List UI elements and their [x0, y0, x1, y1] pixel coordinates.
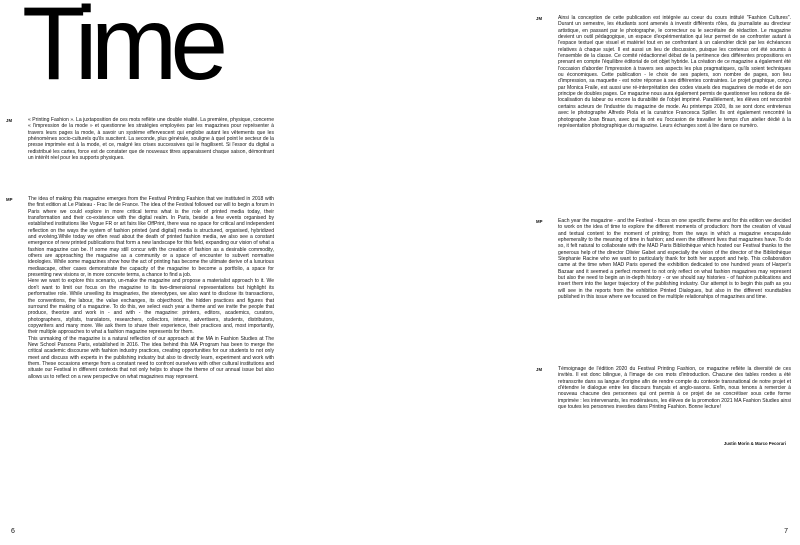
body-block-jm	[536, 15, 791, 129]
intro-text-jm: « Printing Fashion ». La juxtaposition de ces mots reflète une double réalité. La première, physique, concerne « l'impression de la mode » et questionne les stratégies employées par les magazines pour représenter à travers leurs pages la mode, à savoir un système effervescent qui englobe autant les vêtements que les phénomènes socio-culturels qu'ils suscitent. La seconde, plus générale, souligne à quel point le secteur de la presse imprimée est à la mode, et ce, malgré les crises successives qui le fragilisent. Si l'essor du digital a redistribué les cartes, force est de constater que de nouveaux titres apparaissent chaque saison, démontrant un intérêt réel pour les supports physiques.	[28, 117, 274, 162]
closing-text-jm: Témoignage de l'édition 2020 du Festival Printing Fashion, ce magazine reflète la diversité de ces invités. Il est donc bilingue, à l'image de ces mots d'introduction. Chacune des tables rondes a été retranscrite dans sa langue d'origine afin de rendre compte du contexte transnational de notre projet et d'étendre le dialogue entre les discours français et anglo-saxons. Enfin, nous tenons à remercier à nouveau chacune des personnes qui ont permis à ce projet de se concrétiser sous cette forme imprimée : les intervenants, les modérateurs, les élèves de la promotion 2021 MA Fashion Studies ainsi que toutes les personnes investies dans Printing Fashion. Bonne lecture!	[558, 366, 791, 411]
page-title: Time	[22, 0, 222, 102]
body-block-mp	[536, 218, 791, 300]
author-tag: MP	[536, 219, 543, 224]
author-tag: JM	[536, 367, 543, 372]
body-text-jm: Ainsi la conception de cette publication est intégrée au coeur du cours intitulé "Fashion Cultures". Durant un semestre, les étudiants sont amenés à investir différents rôles, du journaliste au directeur artistique, en passant par le photographe, le correcteur ou le secrétaire de rédaction. Le magazine devient un outil pédagogique, un espace d'expérimentation qui leur permet de se confronter autant à l'espace textuel que visuel et matériel tout en se confrontant à un calendrier dicté par les échéances relatives à chaque sujet. Il est aussi un lieu de discussion, puisque les contenus ont été soumis à l'ensemble de la classe. Ce comité rédactionnel débat de la pertinence des différentes propositions en prenant en compte l'équilibre éditorial de cet objet hybride. La création de ce magazine a également été l'occasion d'aborder l'impression à travers ses aspects les plus pragmatiques, qu'ils soient techniques ou économiques. Cette publication - le choix de ses papiers, son nombre de pages, son lieu d'impression, sa maquette - est notre réponse à ses différentes contraintes. Le projet graphique, conçu par Monica Fraile, est aussi une ré-interprétation des codes visuels des magazines de mode et de son principe de doubles pages. Ce magazine nous aura également permis de questionner les notions de dé-localisation du labeur ou encore la durabilité de l'objet imprimé. Parallèlement, les élèves ont rencontré certains acteurs de l'industrie du magazine de mode. Au printemps 2020, ils se sont donc entretenus avec le photographe Alfredo Piola et la curatrice Francesca Spiller. Ils ont également rencontré la photographe Joan Braun, avec qui ils ont eu l'occasion de travailler le temps d'un atelier dédié à la représentation photographique du magazine. Leurs échanges sont à lire dans ce numéro.	[558, 15, 791, 129]
closing-block-jm	[536, 366, 791, 410]
page-number: 7	[784, 528, 788, 535]
body-text-mp: Each year the magazine - and the Festival - focus on one specific theme and for this edition we decided to work on the idea of time to explore the different moments of production: from the creation of visual and textual content to the moment of printing; from the ways in which a magazine encapsulate ephemerality to the meaning of time in fashion; and even the different lives that magazines have. To do so, it felt natural to collaborate with the MAD Paris Bibliothèque which hosted our Festival thanks to the generous help of the director Olivier Gabet and especially the vision of the director of the Bibliothèque Stephanie Racine who we want to particularly thank for both her support and help. This collaboration came at the time when MAD Paris opened the exhibition dedicated to one hundred years of Harper's Bazaar and it seemed a perfect moment to not only reflect on what fashion magazines may represent but also the need to begin an in-depth history - or we should say histories - of fashion publications and insert them into the larger trajectory of the publishing industry. Our attempt is to begin this path as you will see in the reports from the exhibition Printed Dialogues, but also in the different roundtables published in this issue where we focused on the multiple relationships of magazines and time.	[558, 218, 791, 301]
author-tag: JM	[536, 16, 543, 21]
page-number: 6	[11, 528, 15, 535]
signature: Justin Morin & Marco Pecorari	[723, 441, 786, 446]
intro-block-mp	[6, 196, 274, 380]
intro-block-jm	[6, 117, 274, 161]
right-page	[400, 0, 800, 545]
author-tag: JM	[6, 118, 13, 123]
intro-text-mp: The idea of making this magazine emerges from the Festival Printing Fashion that we instituted in 2018 with the first edition at Le Plateau - Frac Ile de France. The idea of the Festival followed our will to begin a forum in Paris where we could explore in more critical terms what is the role of printed media today, their transformation and their co-existence with the digital realm. In Paris, beside a few events organised by established institutions like Vogue FR or art fairs like OffPrint, there was no space for critical and independent reflection on the ways the system of fashion printed (and digital) media is structured, organised, hybridized and evolving.While today we often read about the death of printed fashion media, we also see a constant emergence of new printed publications that form a new landscape for this field, expanding our vision of what a fashion magazine can be. If some may still concur with the creation of fashion as a desirable commodity, others are approaching the magazine as a community or a space of encounter to subvert normative ideologies. While some magazines show how the act of printing has become the ultimate derive of a luxurious mediascape, other cases demonstrate the capacity of the magazine to become a portfolio, a space for presenting new visions or, in more concrete terms, a chance to find a job. Here we want to explore this scenario, un-make the magazine and propose a materialist approach to it. We don't want to limit our focus on the magazine to its two-dimensional representations but highlight its performative role. While unveiling its imaginaries, the stereotypes, we also want to disclose its transactions, the conventions, the labour, the value exchanges, its objecthood, the hidden practices and figures that surround the making of a magazine. To do this, we select each year a theme and we invite the people that produce, theorize and work in - and with - the magazine: printers, editors, academics, curators, photographers, stylists, translators, researchers, collectors, interns, advertisers, students, distributors, copywriters and many more. We ask them to share their experience, their practices and, most importantly, their multiple approaches to what a fashion magazine represents for them. This unmaking of the magazine is a natural reflection of our approach at the MA in Fashion Studies at The New School Parsons Paris, established in 2016. The idea behind this MA Program has been to merge the critical academic discourse with fashion industry practices, creating opportunities for our students to not only meet and discuss with experts in the publishing industry but also to directly learn, experiment and work with them. These occasions emerge from a constant need to confront ourselves with other cultural institutions and situate our Festival in different contexts that not only helps to shape the theme of our annual issue but also allows us to reflect on a new perspective on what magazines may represent.	[28, 196, 274, 380]
author-tag: MP	[6, 197, 13, 202]
